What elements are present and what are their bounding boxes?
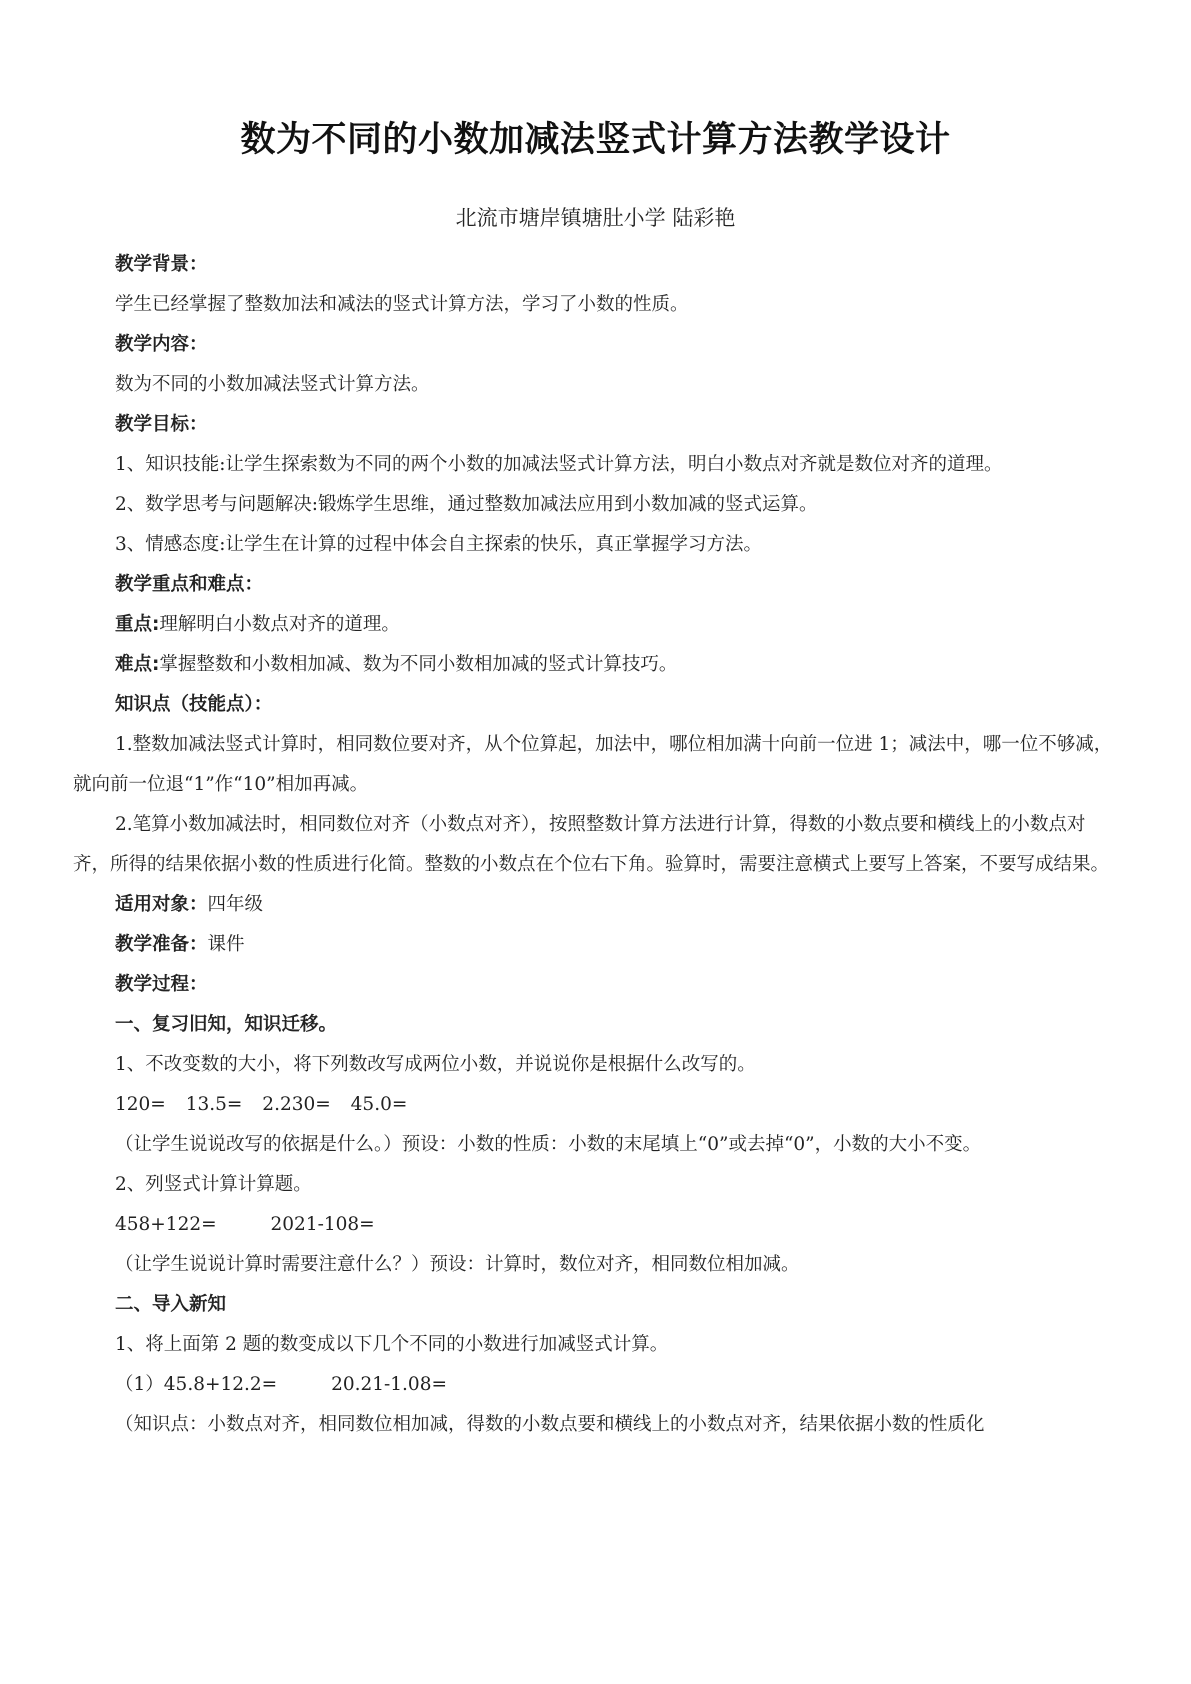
background-heading: 教学背景： [115,254,208,275]
exercise: 2.230= [262,1094,331,1115]
calc-row [73,1205,1118,1245]
difficult-point [73,645,1118,685]
calc-prefix: （1） [115,1374,164,1395]
audience-text: 四年级 [207,894,264,915]
calc-exercise: 20.21-1.08= [331,1374,447,1395]
knowledge-paragraph-1: 1.整数加减法竖式计算时，相同数位要对齐，从个位算起，加法中，哪位相加满十向前一位进 1；减法中，哪一位不够减，就向前一位退“1”作“10”相加再减。 [73,734,1113,795]
goals-heading: 教学目标： [115,414,208,435]
audience-line [73,885,1118,925]
section-2-note: （知识点：小数点对齐，相同数位相加减，得数的小数点要和横线上的小数点对齐，结果依据小数的性质化 [115,1414,985,1435]
content-heading: 教学内容： [115,334,208,355]
knowledge-heading: 知识点（技能点）： [115,694,273,715]
goal-item: 2、数学思考与问题解决:锻炼学生思维，通过整数加减法应用到小数加减的竖式运算。 [115,494,818,515]
key-point [73,605,1118,645]
calc-exercise: 45.8+12.2= [163,1374,278,1395]
goal-item: 3、情感态度:让学生在计算的过程中体会自主探索的快乐，真正掌握学习方法。 [115,534,763,555]
prep-label: 教学准备： [115,934,208,955]
prep-text: 课件 [207,934,245,955]
background-text: 学生已经掌握了整数加法和减法的竖式计算方法，学习了小数的性质。 [115,294,689,315]
section-1-item-2: 2、列竖式计算计算题。 [115,1174,312,1195]
audience-label: 适用对象： [115,894,208,915]
calc-exercise: 458+122= [115,1214,217,1235]
calc-exercise: 2021-108= [270,1214,375,1235]
section-2-heading: 二、导入新知 [115,1294,227,1315]
difficult-text: 掌握整数和小数相加减、数为不同小数相加减的竖式计算技巧。 [159,654,678,675]
section-1-item-1: 1、不改变数的大小，将下列数改写成两位小数，并说说你是根据什么改写的。 [115,1054,756,1075]
difficult-label: 难点: [115,654,160,675]
page-title: 数为不同的小数加减法竖式计算方法教学设计 [240,120,951,160]
goal-item: 1、知识技能:让学生探索数为不同的两个小数的加减法竖式计算方法，明白小数点对齐就是数位对齐的道理。 [115,454,1003,475]
keypoints-heading: 教学重点和难点： [115,574,264,595]
content-text: 数为不同的小数加减法竖式计算方法。 [115,374,430,395]
exercise-row [73,1085,1118,1125]
document-body [73,245,1118,1445]
knowledge-paragraph-2: 2.笔算小数加减法时，相同数位对齐（小数点对齐），按照整数计算方法进行计算，得数的小数点要和横线上的小数点对齐，所得的结果依据小数的性质进行化简。整数的小数点在个位右下角。验算时，需要注意横式上要写上答案，不要写成结果。 [73,814,1110,875]
process-heading: 教学过程： [115,974,208,995]
section-2-item-1: 1、将上面第 2 题的数变成以下几个不同的小数进行加减竖式计算。 [115,1334,669,1355]
exercise: 45.0= [350,1094,408,1115]
author-byline: 北流市塘岸镇塘肚小学 陆彩艳 [455,206,736,230]
exercise: 120= [115,1094,166,1115]
section-1-note: （让学生说说改写的依据是什么。）预设：小数的性质：小数的末尾填上“0”或去掉“0”，小数的大小不变。 [115,1134,982,1155]
key-text: 理解明白小数点对齐的道理。 [159,614,400,635]
exercise: 13.5= [185,1094,243,1115]
prep-line [73,925,1118,965]
key-label: 重点: [115,614,160,635]
section-1-note-2: （让学生说说计算时需要注意什么？）预设：计算时，数位对齐，相同数位相加减。 [115,1254,800,1275]
calc-row-2 [73,1365,1118,1405]
section-1-heading: 一、复习旧知，知识迁移。 [115,1014,338,1035]
